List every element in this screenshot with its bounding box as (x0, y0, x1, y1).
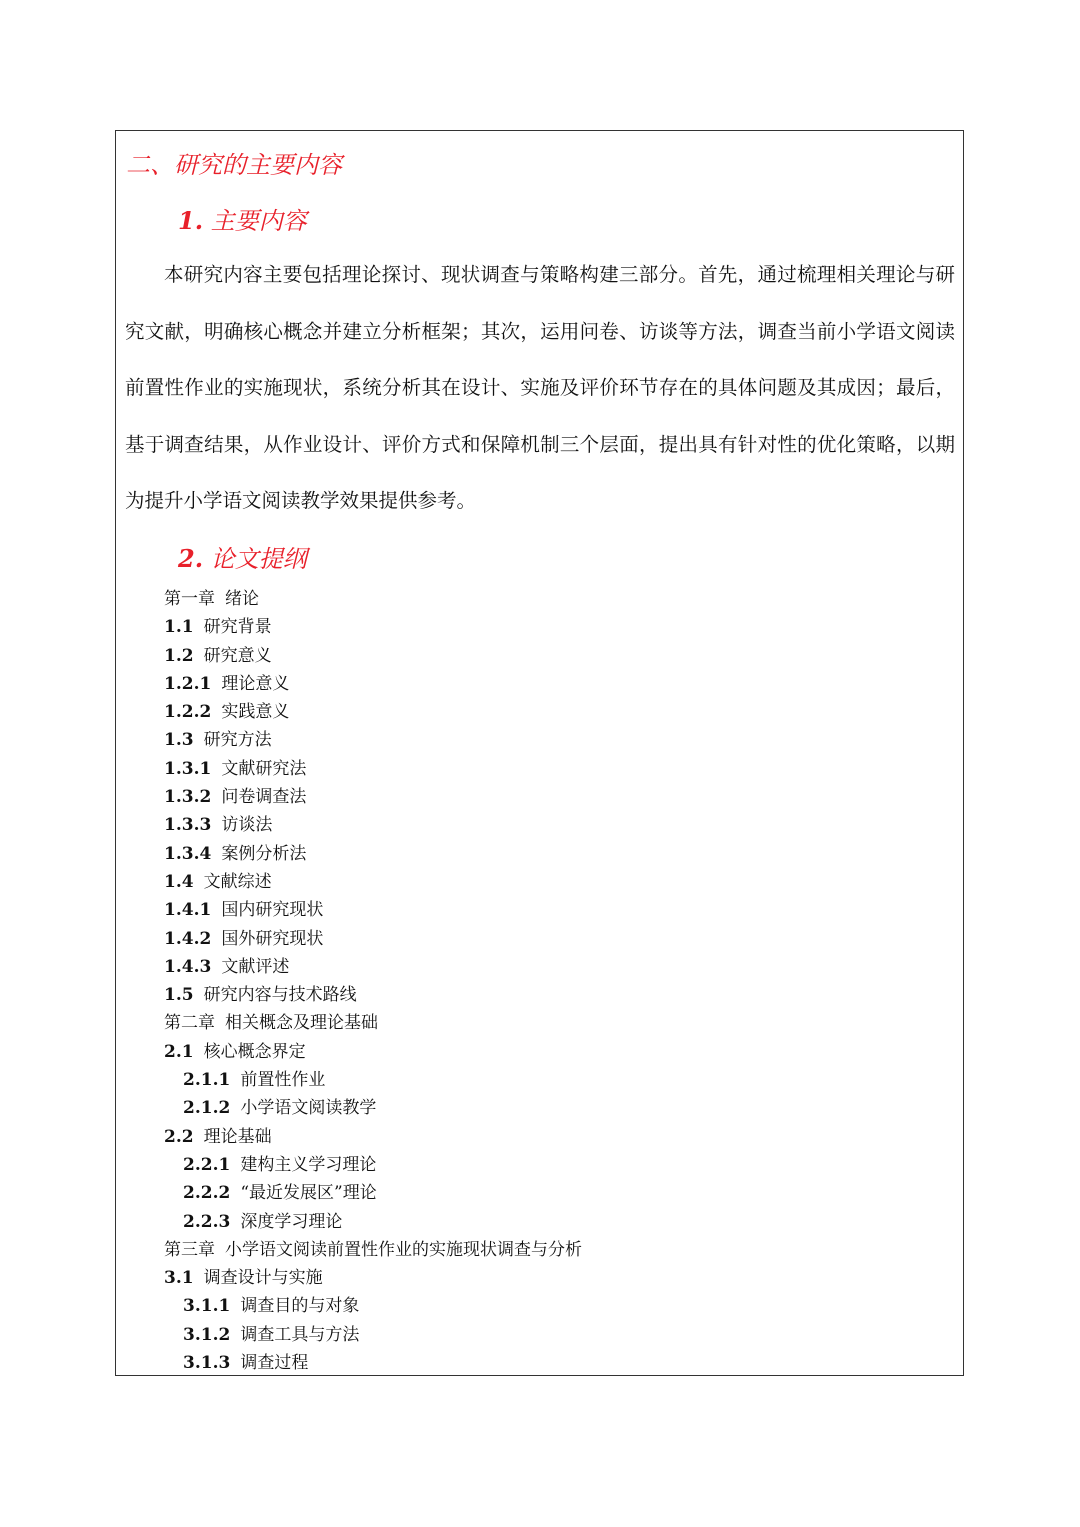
outline-item (164, 698, 582, 726)
content-paragraph: 本研究内容主要包括理论探讨、现状调查与策略构建三部分。首先，通过梳理相关理论与研究文献，明确核心概念并建立分析框架；其次，运用问卷、访谈等方法，调查当前小学语文阅读前置性作业的实施现状，系统分析其在设计、实施及评价环节存在的具体问题及其成因；最后，基于调查结果，从作业设计、评价方式和保障机制三个层面，提出具有针对性的优化策略，以期为提升小学语文阅读教学效果提供参考。 (125, 263, 955, 512)
outline-number: 1.4.2 (164, 928, 212, 949)
outline-text: 国内研究现状 (221, 900, 324, 921)
outline-number: 1.1 (164, 617, 194, 638)
outline-item (164, 1321, 582, 1349)
outline-number: 3.1.1 (183, 1296, 231, 1317)
subsection-title-main-content (178, 201, 307, 236)
outline-number: 1.5 (164, 985, 194, 1006)
outline-item (164, 1264, 582, 1292)
outline-number: 3.1.2 (183, 1324, 231, 1345)
outline-item (164, 1208, 582, 1236)
outline-number: 第三章 (164, 1239, 215, 1260)
outline-text: 研究意义 (203, 645, 272, 666)
outline-number: 2.2.3 (183, 1211, 231, 1232)
outline-number: 1.2 (164, 645, 194, 666)
outline-item (164, 1038, 582, 1066)
outline-text: 问卷调查法 (221, 787, 307, 808)
outline-number: 2.1.1 (183, 1070, 231, 1091)
outline-number: 2.1.2 (183, 1098, 231, 1119)
outline-item (164, 1349, 582, 1376)
outline-number: 1.4.1 (164, 900, 212, 921)
outline-number: 1.4 (164, 871, 194, 892)
outline-item (164, 953, 582, 981)
outline-chapter (164, 1009, 582, 1037)
outline-item (164, 925, 582, 953)
outline-text: 国外研究现状 (221, 928, 324, 949)
outline-number: 3.1 (164, 1268, 194, 1289)
subsection-label: 论文提纲 (210, 545, 307, 573)
outline-number: 2.2.1 (183, 1154, 231, 1175)
outline-text: 调查目的与对象 (240, 1296, 360, 1317)
outline-text: 研究方法 (203, 730, 272, 751)
outline-number: 1.3.4 (164, 843, 212, 864)
outline-item (164, 811, 582, 839)
outline-item (164, 642, 582, 670)
outline-text: 建构主义学习理论 (240, 1154, 377, 1175)
outline-item (164, 1123, 582, 1151)
outline-text: 理论意义 (221, 673, 290, 694)
outline-number: 1.3 (164, 730, 194, 751)
outline-number: 3.1.3 (183, 1353, 231, 1374)
outline-item (164, 670, 582, 698)
outline-text: “最近发展区”理论 (240, 1183, 377, 1204)
outline-number: 第一章 (164, 589, 215, 609)
outline-item (164, 755, 582, 783)
outline-item (164, 726, 582, 754)
outline-text: 调查过程 (240, 1353, 309, 1374)
outline-number: 1.2.1 (164, 673, 212, 694)
outline-text: 调查设计与实施 (203, 1268, 323, 1289)
outline-number: 1.3.2 (164, 787, 212, 808)
outline-item (164, 981, 582, 1009)
subsection-label: 主要内容 (210, 207, 307, 235)
outline-text: 访谈法 (221, 815, 273, 836)
outline-text: 研究内容与技术路线 (203, 985, 357, 1006)
outline-text: 绪论 (225, 589, 259, 609)
section-title: 二、研究的主要内容 (126, 151, 342, 179)
outline-number: 2.2 (164, 1126, 194, 1147)
outline-text: 前置性作业 (240, 1070, 326, 1091)
outline-text: 文献评述 (221, 956, 290, 977)
outline-item (164, 840, 582, 868)
outline-text: 相关概念及理论基础 (225, 1013, 378, 1034)
outline-item (164, 1094, 582, 1122)
outline-item (164, 868, 582, 896)
outline-text: 案例分析法 (221, 843, 307, 864)
outline-text: 深度学习理论 (240, 1211, 343, 1232)
outline-item (164, 613, 582, 641)
outline-text: 研究背景 (203, 617, 272, 638)
outline-number: 1.2.2 (164, 702, 212, 723)
outline-text: 小学语文阅读前置性作业的实施现状调查与分析 (225, 1239, 582, 1260)
subsection-number: 1. (178, 206, 204, 235)
outline-number: 2.2.2 (183, 1183, 231, 1204)
outline-text: 小学语文阅读教学 (240, 1098, 377, 1119)
outline-text: 调查工具与方法 (240, 1324, 360, 1345)
outline-text: 理论基础 (203, 1126, 272, 1147)
outline-text: 实践意义 (221, 702, 290, 723)
outline-number: 1.4.3 (164, 956, 212, 977)
outline-number: 1.3.3 (164, 815, 212, 836)
outline-text: 文献综述 (203, 871, 272, 892)
outline-item (164, 1179, 582, 1207)
outline-chapter (164, 585, 582, 613)
outline-item (164, 1151, 582, 1179)
outline-item (164, 896, 582, 924)
outline-chapter (164, 1236, 582, 1264)
thesis-outline (164, 585, 582, 1376)
outline-number: 2.1 (164, 1041, 194, 1062)
content-frame (115, 130, 964, 1376)
outline-number: 第二章 (164, 1013, 215, 1034)
subsection-number: 2. (178, 544, 204, 573)
outline-text: 核心概念界定 (203, 1041, 306, 1062)
outline-number: 1.3.1 (164, 758, 212, 779)
outline-text: 文献研究法 (221, 758, 307, 779)
outline-item (164, 1292, 582, 1320)
subsection-title-outline (178, 539, 307, 574)
outline-item (164, 1066, 582, 1094)
outline-item (164, 783, 582, 811)
